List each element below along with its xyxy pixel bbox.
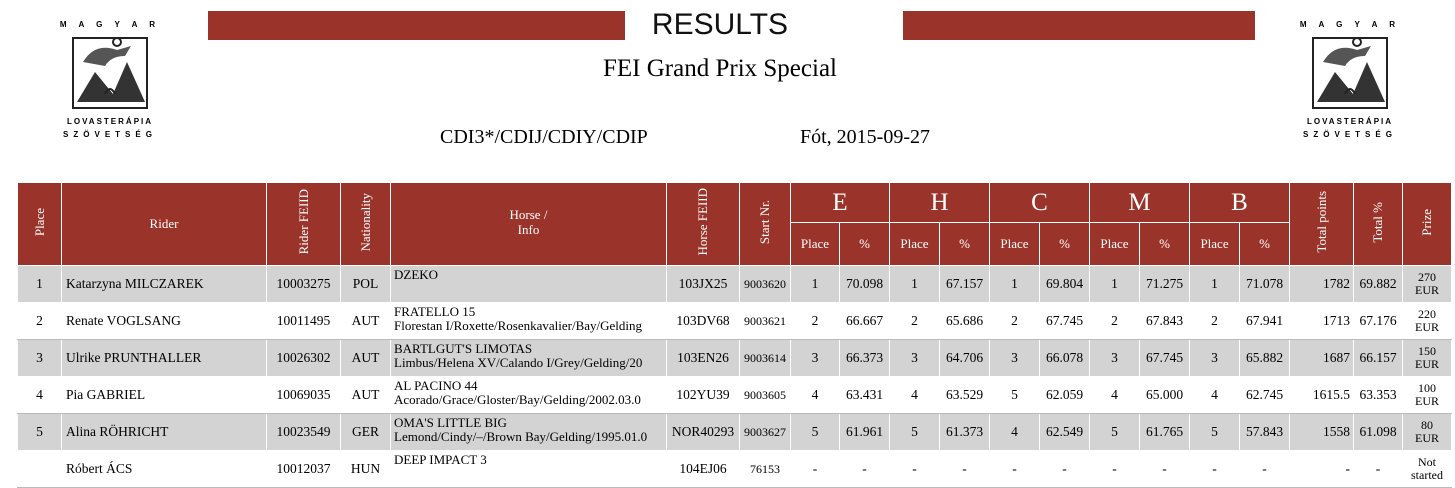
horse-feiid-cell: 103DV68 [667, 303, 740, 340]
col-horse-info: Horse / Info [391, 183, 667, 266]
table-row [18, 340, 1452, 377]
col-total-pct: Total % [1354, 183, 1403, 266]
judge-e-header: E [791, 183, 890, 223]
horse-feiid-cell: 103JX25 [667, 266, 740, 303]
prize-cell [1403, 377, 1452, 414]
nationality-cell: GER [341, 414, 391, 451]
judge-place-cell: 1 [791, 266, 840, 303]
place-cell: 2 [18, 303, 62, 340]
prize-cell [1403, 414, 1452, 451]
horse-info-cell [391, 266, 667, 303]
horse-info-cell [391, 303, 667, 340]
rider-name: Róbert ÁCS [62, 451, 267, 488]
total-points-cell: 1558 [1290, 414, 1354, 451]
rider-feiid-cell: 10069035 [267, 377, 341, 414]
col-place: Place [18, 183, 62, 266]
judge-place-cell: 5 [890, 414, 940, 451]
judge-pct-cell: - [940, 451, 990, 488]
judge-place-cell: 3 [1190, 340, 1240, 377]
prize-cell [1403, 266, 1452, 303]
judge-pct-cell: 61.961 [840, 414, 890, 451]
judge-pct-cell: 57.843 [1240, 414, 1290, 451]
start-nr-cell: 76153 [740, 451, 791, 488]
col-horse-feiid: Horse FEIID [667, 183, 740, 266]
prize-amount: 270 [1418, 270, 1437, 284]
judge-pct-cell: 65.882 [1240, 340, 1290, 377]
logo-mid-text: LOVASTERÁPIA [66, 117, 154, 126]
horse-name: FRATELLO 15 [394, 304, 476, 319]
rider-name: Alina RÖHRICHT [62, 414, 267, 451]
start-nr-cell: 9003605 [740, 377, 791, 414]
judge-place-cell: 1 [990, 266, 1040, 303]
judge-place-cell: 2 [791, 303, 840, 340]
total-pct-cell: 67.176 [1354, 303, 1403, 340]
prize-cell [1403, 340, 1452, 377]
judge-pct-cell: 66.373 [840, 340, 890, 377]
start-nr-cell: 9003620 [740, 266, 791, 303]
nationality-cell: POL [341, 266, 391, 303]
total-points-cell: 1713 [1290, 303, 1354, 340]
rider-feiid-cell: 10011495 [267, 303, 341, 340]
judge-place-cell: - [1190, 451, 1240, 488]
horse-info-cell [391, 451, 667, 488]
place-cell: 1 [18, 266, 62, 303]
rider-name: Katarzyna MILCZAREK [62, 266, 267, 303]
header-bar-right [903, 11, 1255, 40]
judge-place-cell: - [990, 451, 1040, 488]
horse-logo-icon [1305, 32, 1395, 114]
judge-pct-header: % [1140, 223, 1190, 266]
horse-info-cell [391, 340, 667, 377]
judge-pct-header: % [840, 223, 890, 266]
horse-name: AL PACINO 44 [394, 378, 478, 393]
judge-place-cell: 2 [990, 303, 1040, 340]
judge-place-cell: 5 [1190, 414, 1240, 451]
logo-top-text: M A G Y A R [59, 20, 161, 29]
table-row [18, 303, 1452, 340]
judge-place-header: Place [791, 223, 840, 266]
prize-cell [1403, 303, 1452, 340]
start-nr-cell: 9003614 [740, 340, 791, 377]
judge-place-cell: 3 [990, 340, 1040, 377]
nationality-cell: AUT [341, 377, 391, 414]
judge-pct-cell: 67.745 [1140, 340, 1190, 377]
judge-pct-cell: 62.745 [1240, 377, 1290, 414]
total-pct-cell: - [1354, 451, 1403, 488]
nationality-cell: HUN [341, 451, 391, 488]
logo-right [1295, 20, 1405, 155]
rider-feiid-cell: 10003275 [267, 266, 341, 303]
judge-pct-cell: - [1040, 451, 1090, 488]
horse-info: Lemond/Cindy/–/Brown Bay/Gelding/1995.01.0 [394, 429, 648, 444]
judge-pct-cell: 61.373 [940, 414, 990, 451]
judge-pct-header: % [1240, 223, 1290, 266]
judge-place-cell: 2 [890, 303, 940, 340]
prize-unit: started [1411, 468, 1444, 482]
judge-place-header: Place [990, 223, 1040, 266]
rider-feiid-cell: 10012037 [267, 451, 341, 488]
judge-place-cell: - [1090, 451, 1140, 488]
total-points-cell: 1615.5 [1290, 377, 1354, 414]
judge-pct-cell: - [840, 451, 890, 488]
table-row [18, 414, 1452, 451]
rider-name: Ulrike PRUNTHALLER [62, 340, 267, 377]
horse-info: Florestan I/Roxette/Rosenkavalier/Bay/Gelding [394, 318, 643, 333]
judge-place-cell: 4 [1190, 377, 1240, 414]
total-pct-cell: 61.098 [1354, 414, 1403, 451]
col-nationality: Nationality [341, 183, 391, 266]
horse-info-cell [391, 377, 667, 414]
prize-cell [1403, 451, 1452, 488]
col-rider: Rider [62, 183, 267, 266]
horse-info-cell [391, 414, 667, 451]
page-title: RESULTS [651, 8, 789, 41]
rider-feiid-cell: 10023549 [267, 414, 341, 451]
judge-h-header: H [890, 183, 990, 223]
judge-pct-cell: 65.000 [1140, 377, 1190, 414]
horse-logo-icon [65, 32, 155, 114]
table-row [18, 451, 1452, 488]
judge-pct-cell: 71.078 [1240, 266, 1290, 303]
total-points-cell: 1782 [1290, 266, 1354, 303]
judge-place-cell: 5 [791, 414, 840, 451]
judge-b-header: B [1190, 183, 1290, 223]
judge-place-cell: 4 [791, 377, 840, 414]
judge-place-cell: 4 [1090, 377, 1140, 414]
judge-place-cell: 3 [791, 340, 840, 377]
judge-pct-cell: 65.686 [940, 303, 990, 340]
judge-place-cell: 4 [990, 414, 1040, 451]
prize-unit: EUR [1415, 394, 1440, 408]
judge-place-cell: 2 [1090, 303, 1140, 340]
prize-unit: EUR [1415, 431, 1440, 445]
judge-place-cell: 5 [1090, 414, 1140, 451]
judge-place-cell: 1 [890, 266, 940, 303]
judge-place-cell: 1 [1190, 266, 1240, 303]
table-row [18, 377, 1452, 414]
place-cell: 4 [18, 377, 62, 414]
prize-amount: 100 [1418, 381, 1437, 395]
horse-feiid-cell: 103EN26 [667, 340, 740, 377]
prize-amount: 80 [1421, 418, 1434, 432]
col-prize: Prize [1403, 183, 1452, 266]
judge-pct-cell: 61.765 [1140, 414, 1190, 451]
nationality-cell: AUT [341, 340, 391, 377]
judge-place-cell: 5 [990, 377, 1040, 414]
judge-pct-cell: 67.745 [1040, 303, 1090, 340]
total-points-cell: 1687 [1290, 340, 1354, 377]
total-pct-cell: 63.353 [1354, 377, 1403, 414]
start-nr-cell: 9003621 [740, 303, 791, 340]
judge-pct-cell: 62.059 [1040, 377, 1090, 414]
total-pct-cell: 66.157 [1354, 340, 1403, 377]
rider-feiid-cell: 10026302 [267, 340, 341, 377]
judge-place-cell: 3 [1090, 340, 1140, 377]
horse-info: Limbus/Helena XV/Calando I/Grey/Gelding/20 [394, 355, 643, 370]
prize-amount: Not [1418, 455, 1437, 469]
horse-name: DZEKO [394, 267, 439, 282]
judge-pct-cell: 67.843 [1140, 303, 1190, 340]
nationality-cell: AUT [341, 303, 391, 340]
judge-pct-cell: 62.549 [1040, 414, 1090, 451]
horse-feiid-cell: NOR40293 [667, 414, 740, 451]
horse-feiid-cell: 104EJ06 [667, 451, 740, 488]
logo-bottom-text: SZÖVETSÉG [63, 130, 157, 139]
logo-top-text: M A G Y A R [1299, 20, 1401, 29]
logo-left [55, 20, 165, 155]
prize-unit: EUR [1415, 283, 1440, 297]
judge-pct-header: % [1040, 223, 1090, 266]
col-start-nr: Start Nr. [740, 183, 791, 266]
judge-pct-cell: 71.275 [1140, 266, 1190, 303]
judge-pct-cell: 63.431 [840, 377, 890, 414]
judge-c-header: C [990, 183, 1090, 223]
prize-unit: EUR [1415, 320, 1440, 334]
place-cell [18, 451, 62, 488]
judge-place-cell: 2 [1190, 303, 1240, 340]
judge-pct-cell: 67.941 [1240, 303, 1290, 340]
horse-name: BARTLGUT'S LIMOTAS [394, 341, 533, 356]
prize-amount: 220 [1418, 307, 1437, 321]
rider-name: Renate VOGLSANG [62, 303, 267, 340]
judge-pct-cell: 66.078 [1040, 340, 1090, 377]
place-cell: 5 [18, 414, 62, 451]
total-pct-cell: 69.882 [1354, 266, 1403, 303]
judge-pct-cell: 67.157 [940, 266, 990, 303]
logo-bottom-text: SZÖVETSÉG [1303, 130, 1397, 139]
horse-feiid-cell: 102YU39 [667, 377, 740, 414]
competition-subtitle: FEI Grand Prix Special [603, 55, 837, 82]
judge-pct-cell: 64.706 [940, 340, 990, 377]
prize-amount: 150 [1418, 344, 1437, 358]
judge-place-header: Place [1090, 223, 1140, 266]
horse-name: OMA'S LITTLE BIG [394, 415, 507, 430]
judge-place-cell: 1 [1090, 266, 1140, 303]
prize-unit: EUR [1415, 357, 1440, 371]
judge-m-header: M [1090, 183, 1190, 223]
total-points-cell: - [1290, 451, 1354, 488]
judge-pct-cell: 69.804 [1040, 266, 1090, 303]
judge-pct-cell: - [1240, 451, 1290, 488]
judge-place-cell: 4 [890, 377, 940, 414]
judge-pct-cell: 66.667 [840, 303, 890, 340]
judge-pct-cell: 63.529 [940, 377, 990, 414]
col-rider-feiid: Rider FEIID [267, 183, 341, 266]
table-row [18, 266, 1452, 303]
judge-place-cell: - [890, 451, 940, 488]
class-info: CDI3*/CDIJ/CDIY/CDIP [440, 126, 648, 148]
judge-place-header: Place [1190, 223, 1240, 266]
judge-place-header: Place [890, 223, 940, 266]
start-nr-cell: 9003627 [740, 414, 791, 451]
horse-name: DEEP IMPACT 3 [394, 452, 487, 467]
place-cell: 3 [18, 340, 62, 377]
judge-pct-cell: 70.098 [840, 266, 890, 303]
col-total-points: Total points [1290, 183, 1354, 266]
judge-pct-cell: - [1140, 451, 1190, 488]
results-table [17, 182, 1452, 488]
judge-place-cell: - [791, 451, 840, 488]
judge-place-cell: 3 [890, 340, 940, 377]
rider-name: Pia GABRIEL [62, 377, 267, 414]
judge-pct-header: % [940, 223, 990, 266]
horse-info: Acorado/Grace/Gloster/Bay/Gelding/2002.03.0 [394, 392, 641, 407]
event-info: Fót, 2015-09-27 [800, 126, 930, 148]
logo-mid-text: LOVASTERÁPIA [1306, 117, 1394, 126]
